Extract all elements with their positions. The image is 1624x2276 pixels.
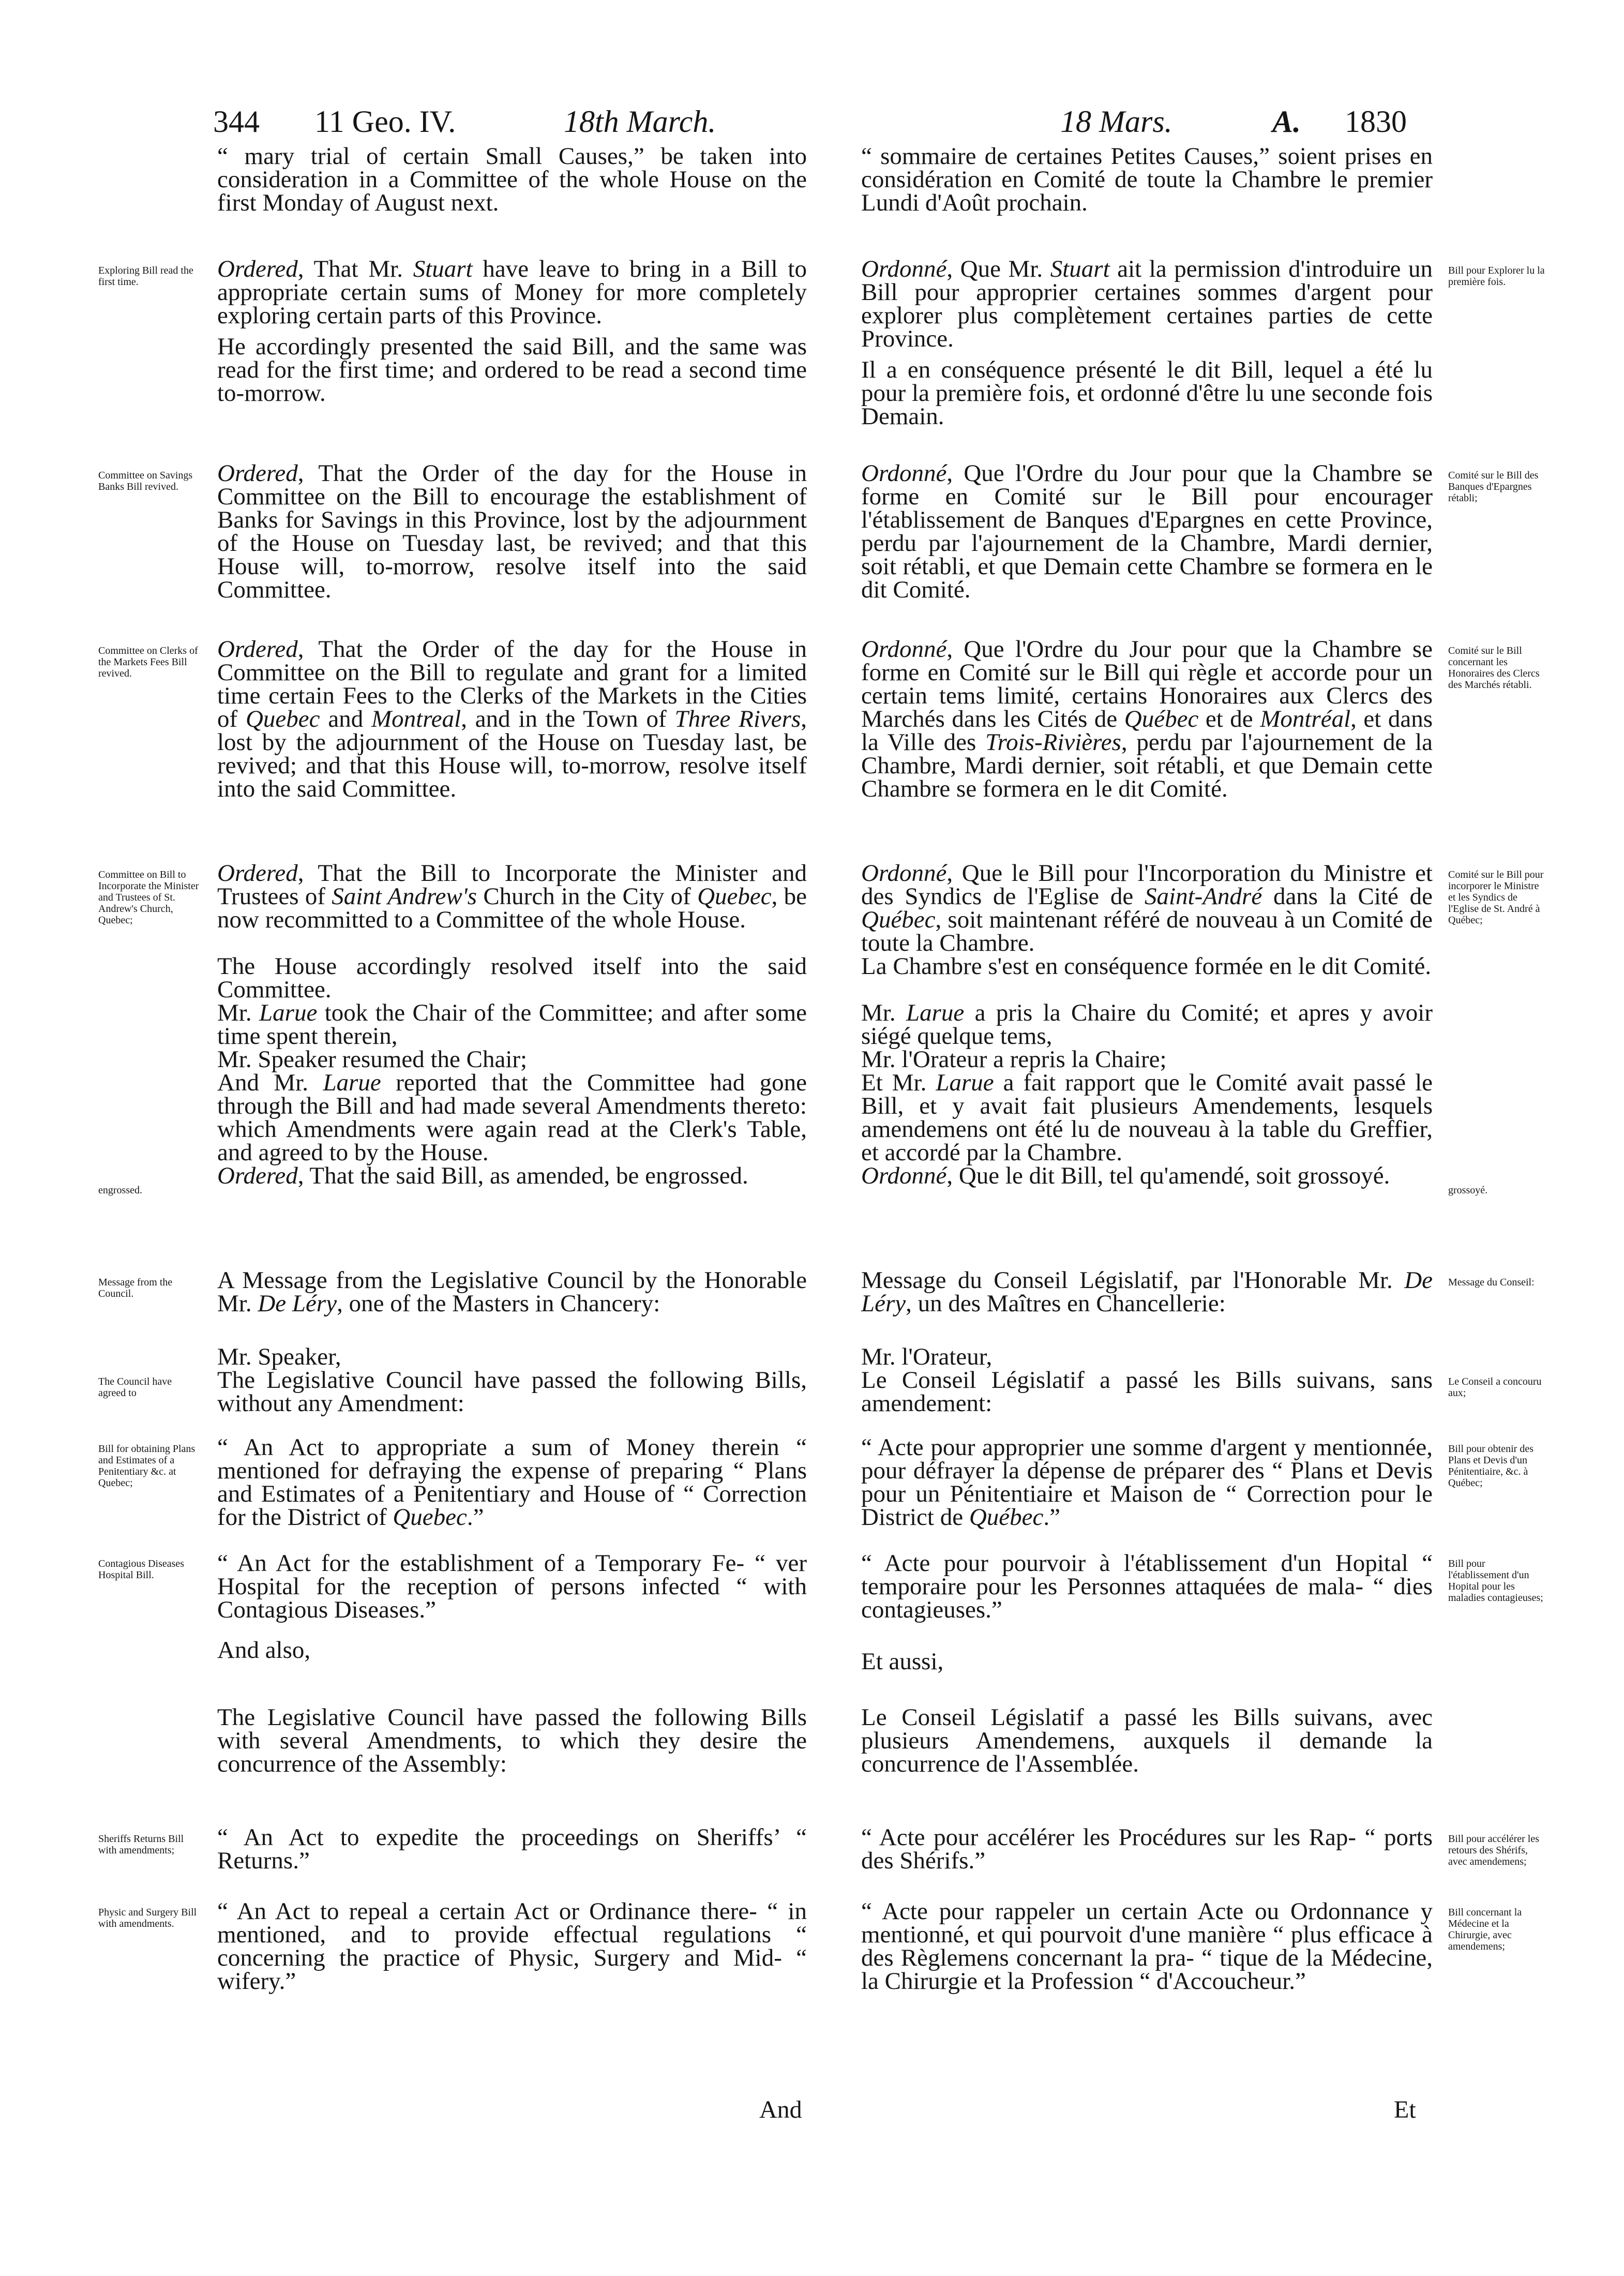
paragraph-p11: Ordered, That the said Bill, as amended, be engrossed. — [217, 1162, 748, 1189]
paragraph-p04: Ordered, That the Order of the day for the House in Committee on the Bill to encourage the establishment of Banks for Savings in this Province, lost by the adjournment of the House on Tuesday last, be revived; and that this House will, to-morrow, resolve itself into the said Committee. — [217, 460, 807, 603]
margin-note-r02: Comité sur le Bill des Banques d'Epargnes rétabli; — [1448, 470, 1539, 504]
paragraph-p12: A Message from the Legislative Council by the Honorable Mr. De Léry, one of the Masters in Chancery: — [217, 1267, 807, 1317]
margin-note-m01: Exploring Bill read the first time. — [98, 265, 193, 288]
margin-note-m06: Message from the Council. — [98, 1277, 173, 1299]
paragraph-q11: Ordonné, Que le dit Bill, tel qu'amendé, soit grossoyé. — [861, 1162, 1390, 1189]
margin-note-r03: Comité sur le Bill concernant les Honoraires des Clercs des Marchés rétabli. — [1448, 645, 1540, 691]
paragraph-q07: La Chambre s'est en conséquence formée en le dit Comité. — [861, 953, 1432, 980]
paragraph-q03: Il a en conséquence présenté le dit Bill, lequel a été lu pour la première fois, et ordonné d'être lu une seconde fois Demain. — [861, 356, 1433, 430]
paragraph-p20: “ An Act to repeal a certain Act or Ordinance there- “ in mentioned, and to provide effectual regulations “ concerning the practice of Physic, Surgery and Mid- “ wifery.” — [217, 1898, 807, 1995]
paragraph-p02: Ordered, That Mr. Stuart have leave to bring in a Bill to appropriate certain sums of Money for more completely exploring certain parts of this Province. — [217, 256, 807, 329]
margin-note-m11: Physic and Surgery Bill with amendments. — [98, 1907, 197, 1929]
paragraph-p01: “ mary trial of certain Small Causes,” be taken into consideration in a Committee of the whole House on the first Monday of August next. — [217, 143, 807, 216]
catchword-english: And — [759, 2096, 802, 2123]
paragraph-q16: “ Acte pour pourvoir à l'établissement d'un Hopital “ temporaire pour les Personnes attaquées de mala- “ dies contagieuses.” — [861, 1550, 1433, 1623]
margin-note-r07: Le Conseil a concouru aux; — [1448, 1376, 1542, 1399]
paragraph-q02: Ordonné, Que Mr. Stuart ait la permission d'introduire un Bill pour approprier certaines sommes d'argent pour explorer plus complètement certaines parties de cette Province. — [861, 256, 1433, 352]
paragraph-p13: Mr. Speaker, — [217, 1343, 341, 1370]
margin-note-r11: Bill concernant la Médecine et la Chirurgie, avec amendemens; — [1448, 1907, 1522, 1952]
paragraph-q14: Le Conseil Législatif a passé les Bills suivans, sans amendement: — [861, 1367, 1433, 1417]
margin-note-m05: engrossed. — [98, 1185, 142, 1196]
year: 1830 — [1345, 104, 1407, 139]
paragraph-p09: Mr. Speaker resumed the Chair; — [217, 1046, 528, 1073]
paragraph-p14: The Legislative Council have passed the following Bills, without any Amendment: — [217, 1367, 807, 1417]
margin-note-r10: Bill pour accélérer les retours des Shérifs, avec amendemens; — [1448, 1833, 1540, 1867]
paragraph-q17: Et aussi, — [861, 1648, 944, 1675]
paragraph-p05: Ordered, That the Order of the day for the House in Committee on the Bill to regulate and grant for a limited time certain Fees to the Clerks of the Markets in the Cities of Quebec and Montreal, and in the Town of Three Rivers, lost by the adjournment of the House on Tuesday last, be revived; and that this House will, to-morrow, resolve itself into the said Committee. — [217, 636, 807, 802]
date-en: 18th March. — [564, 104, 716, 139]
paragraph-q19: “ Acte pour accélérer les Procédures sur les Rap- “ ports des Shérifs.” — [861, 1824, 1433, 1874]
margin-note-r04: Comité sur le Bill pour incorporer le Ministre et les Syndics de l'Eglise de St. André à Québec; — [1448, 869, 1544, 926]
paragraph-q08: Mr. Larue a pris la Chaire du Comité; et apres y avoir siégé quelque tems, — [861, 999, 1433, 1050]
margin-note-m04: Committee on Bill to Incorporate the Minister and Trustees of St. Andrew's Church, Quebec; — [98, 869, 199, 926]
margin-note-r09: Bill pour l'établissement d'un Hopital pour les maladies contagieuses; — [1448, 1558, 1543, 1604]
paragraph-q18: Le Conseil Législatif a passé les Bills suivans, avec plusieurs Amendemens, auxquels il demande la concurrence de l'Assemblée. — [861, 1704, 1433, 1777]
paragraph-p19: “ An Act to expedite the proceedings on Sheriffs’ “ Returns.” — [217, 1824, 807, 1874]
paragraph-q13: Mr. l'Orateur, — [861, 1343, 993, 1370]
margin-note-r08: Bill pour obtenir des Plans et Devis d'un Pénitentiaire, &c. à Québec; — [1448, 1443, 1533, 1489]
paragraph-q12: Message du Conseil Législatif, par l'Honorable Mr. De Léry, un des Maîtres en Chancellerie: — [861, 1267, 1433, 1317]
paragraph-q10: Et Mr. Larue a fait rapport que le Comité avait passé le Bill, et y avait fait plusieurs Amendements, lesquels amendemens ont été lu de nouveau à la table du Greffier, et accordé par la Chambre. — [861, 1069, 1433, 1166]
paragraph-p07: The House accordingly resolved itself into the said Committee. — [217, 953, 807, 1003]
page-number: 344 — [213, 104, 260, 139]
paragraph-p18: The Legislative Council have passed the following Bills with several Amendments, to which they desire the concurrence of the Assembly: — [217, 1704, 807, 1777]
paragraph-q09: Mr. l'Orateur a repris la Chaire; — [861, 1046, 1167, 1073]
margin-note-r01: Bill pour Explorer lu la première fois. — [1448, 265, 1545, 288]
paragraph-p17: And also, — [217, 1637, 311, 1664]
margin-note-m07: The Council have agreed to — [98, 1376, 172, 1399]
paragraph-q20: “ Acte pour rappeler un certain Acte ou Ordonnance y mentionné, et qui pourvoit d'une manière “ plus efficace à des Règlemens concernant la pra- “ tique de la Médecine, la Chirurgie et la Profession “ d'Accoucheur.” — [861, 1898, 1433, 1995]
margin-note-m10: Sheriffs Returns Bill with amendments; — [98, 1833, 184, 1856]
margin-note-m02: Committee on Savings Banks Bill revived. — [98, 470, 193, 492]
paragraph-p08: Mr. Larue took the Chair of the Committee; and after some time spent therein, — [217, 999, 807, 1050]
paragraph-p10: And Mr. Larue reported that the Committee had gone through the Bill and had made several Amendments thereto: which Amendments were again read at the Clerk's Table, and agreed to by the House. — [217, 1069, 807, 1166]
session-en: 11 Geo. IV. — [314, 104, 456, 139]
paragraph-p15: “ An Act to appropriate a sum of Money therein “ mentioned for defraying the expense of preparing “ Plans and Estimates of a Penitentiary and House of “ Correction for the District of Quebec.” — [217, 1434, 807, 1531]
year-prefix: A. — [1272, 104, 1301, 139]
paragraph-q15: “ Acte pour approprier une somme d'argent y mentionnée, pour défrayer la dépense de préparer des “ Plans et Devis pour un Pénitentiaire et Maison de “ Correction pour le District de Québec.” — [861, 1434, 1433, 1531]
paragraph-p16: “ An Act for the establishment of a Temporary Fe- “ ver Hospital for the reception of persons infected “ with Contagious Diseases.” — [217, 1550, 807, 1623]
paragraph-p03: He accordingly presented the said Bill, and the same was read for the first time; and ordered to be read a second time to-morrow. — [217, 333, 807, 407]
paragraph-p06: Ordered, That the Bill to Incorporate the Minister and Trustees of Saint Andrew's Church in the City of Quebec, be now recommitted to a Committee of the whole House. — [217, 860, 807, 933]
margin-note-m08: Bill for obtaining Plans and Estimates of a Penitentiary &c. at Quebec; — [98, 1443, 196, 1489]
catchword-french: Et — [1394, 2096, 1416, 2123]
margin-note-m03: Committee on Clerks of the Markets Fees Bill revived. — [98, 645, 198, 679]
margin-note-r06: Message du Conseil: — [1448, 1277, 1535, 1288]
paragraph-q04: Ordonné, Que l'Ordre du Jour pour que la Chambre se forme en Comité sur le Bill pour encourager l'établissement de Banques d'Epargnes en cette Province, perdu par l'ajournement de la Chambre, Mardi dernier, soit rétabli, et que Demain cette Chambre se formera en le dit Comité. — [861, 460, 1433, 603]
date-fr: 18 Mars. — [1060, 104, 1172, 139]
paragraph-q06: Ordonné, Que le Bill pour l'Incorporation du Ministre et des Syndics de l'Eglise de Saint-André dans la Cité de Québec, soit maintenant référé de nouveau à un Comité de toute la Chambre. — [861, 860, 1433, 956]
margin-note-m09: Contagious Diseases Hospital Bill. — [98, 1558, 185, 1581]
paragraph-q01: “ sommaire de certaines Petites Causes,” soient prises en considération en Comité de toute la Chambre le premier Lundi d'Août prochain. — [861, 143, 1433, 216]
paragraph-q05: Ordonné, Que l'Ordre du Jour pour que la Chambre se forme en Comité sur le Bill qui règle et accorde pour un certain tems limité, certains Honoraires aux Clercs des Marchés dans les Cités de Québec et de Montréal, et dans la Ville des Trois-Rivières, perdu par l'ajournement de la Chambre, Mardi dernier, soit rétabli, et que Demain cette Chambre se formera en le dit Comité. — [861, 636, 1433, 802]
margin-note-r05: grossoyé. — [1448, 1185, 1488, 1196]
